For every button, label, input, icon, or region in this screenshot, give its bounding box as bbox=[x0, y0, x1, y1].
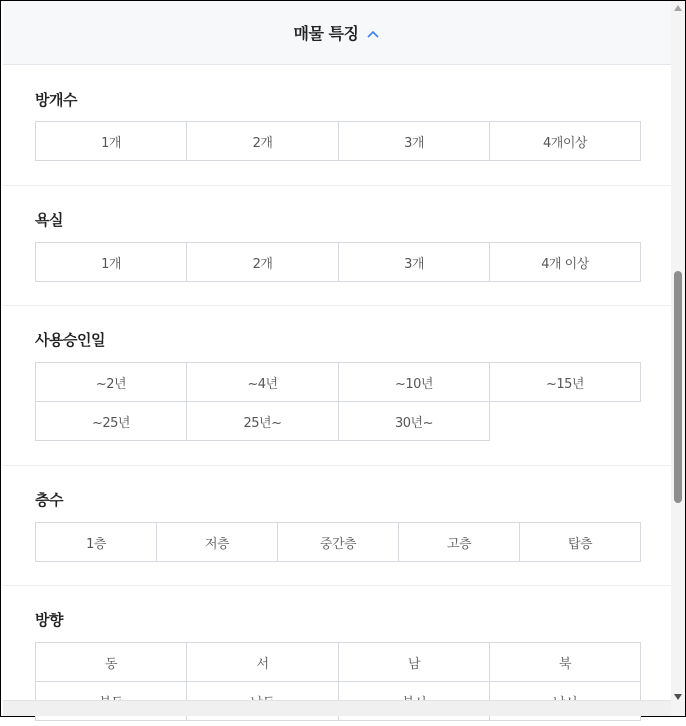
option-approval-25y[interactable]: ~25년 bbox=[35, 401, 187, 441]
scrollbar-thumb[interactable] bbox=[674, 271, 682, 503]
option-bath-1[interactable]: 1개 bbox=[35, 242, 187, 282]
option-rooms-4plus[interactable]: 4개이상 bbox=[489, 121, 641, 161]
option-approval-15y[interactable]: ~15년 bbox=[489, 362, 641, 402]
section-title-direction: 방향 bbox=[35, 611, 63, 629]
option-direction-south[interactable]: 남 bbox=[338, 642, 490, 682]
option-rooms-3[interactable]: 3개 bbox=[338, 121, 490, 161]
option-approval-30y-plus[interactable]: 30년~ bbox=[338, 401, 490, 441]
option-bath-2[interactable]: 2개 bbox=[186, 242, 339, 282]
section-title-rooms: 방개수 bbox=[35, 91, 77, 109]
option-bath-4plus[interactable]: 4개 이상 bbox=[489, 242, 641, 282]
section-rooms bbox=[3, 65, 671, 186]
section-floor bbox=[3, 466, 671, 586]
option-bath-3[interactable]: 3개 bbox=[338, 242, 490, 282]
scroll-up-arrow-icon[interactable] bbox=[674, 5, 682, 11]
section-title-approval: 사용승인일 bbox=[35, 331, 105, 349]
option-floor-low[interactable]: 저층 bbox=[156, 522, 278, 562]
scrollbar[interactable] bbox=[671, 1, 685, 716]
filter-content bbox=[3, 1, 671, 701]
option-floor-mid[interactable]: 중간층 bbox=[277, 522, 399, 562]
section-bathrooms bbox=[3, 186, 671, 306]
option-approval-4y[interactable]: ~4년 bbox=[186, 362, 339, 402]
option-direction-north[interactable]: 북 bbox=[489, 642, 641, 682]
section-title-bathrooms: 욕실 bbox=[35, 211, 63, 229]
option-floor-1[interactable]: 1층 bbox=[35, 522, 157, 562]
scroll-down-arrow-icon[interactable] bbox=[674, 694, 682, 700]
section-approval-date bbox=[3, 306, 671, 466]
option-floor-top[interactable]: 탑층 bbox=[519, 522, 641, 562]
bottom-edge bbox=[3, 700, 671, 716]
option-direction-west[interactable]: 서 bbox=[186, 642, 339, 682]
option-approval-10y[interactable]: ~10년 bbox=[338, 362, 490, 402]
option-approval-2y[interactable]: ~2년 bbox=[35, 362, 187, 402]
option-approval-25y-plus[interactable]: 25년~ bbox=[186, 401, 339, 441]
features-header[interactable] bbox=[3, 1, 671, 65]
features-title: 매물 특징 bbox=[293, 24, 359, 43]
option-rooms-2[interactable]: 2개 bbox=[186, 121, 339, 161]
option-floor-high[interactable]: 고층 bbox=[398, 522, 520, 562]
option-direction-east[interactable]: 동 bbox=[35, 642, 187, 682]
chevron-up-icon[interactable] bbox=[366, 26, 380, 40]
section-title-floor: 층수 bbox=[35, 491, 63, 509]
option-rooms-1[interactable]: 1개 bbox=[35, 121, 187, 161]
